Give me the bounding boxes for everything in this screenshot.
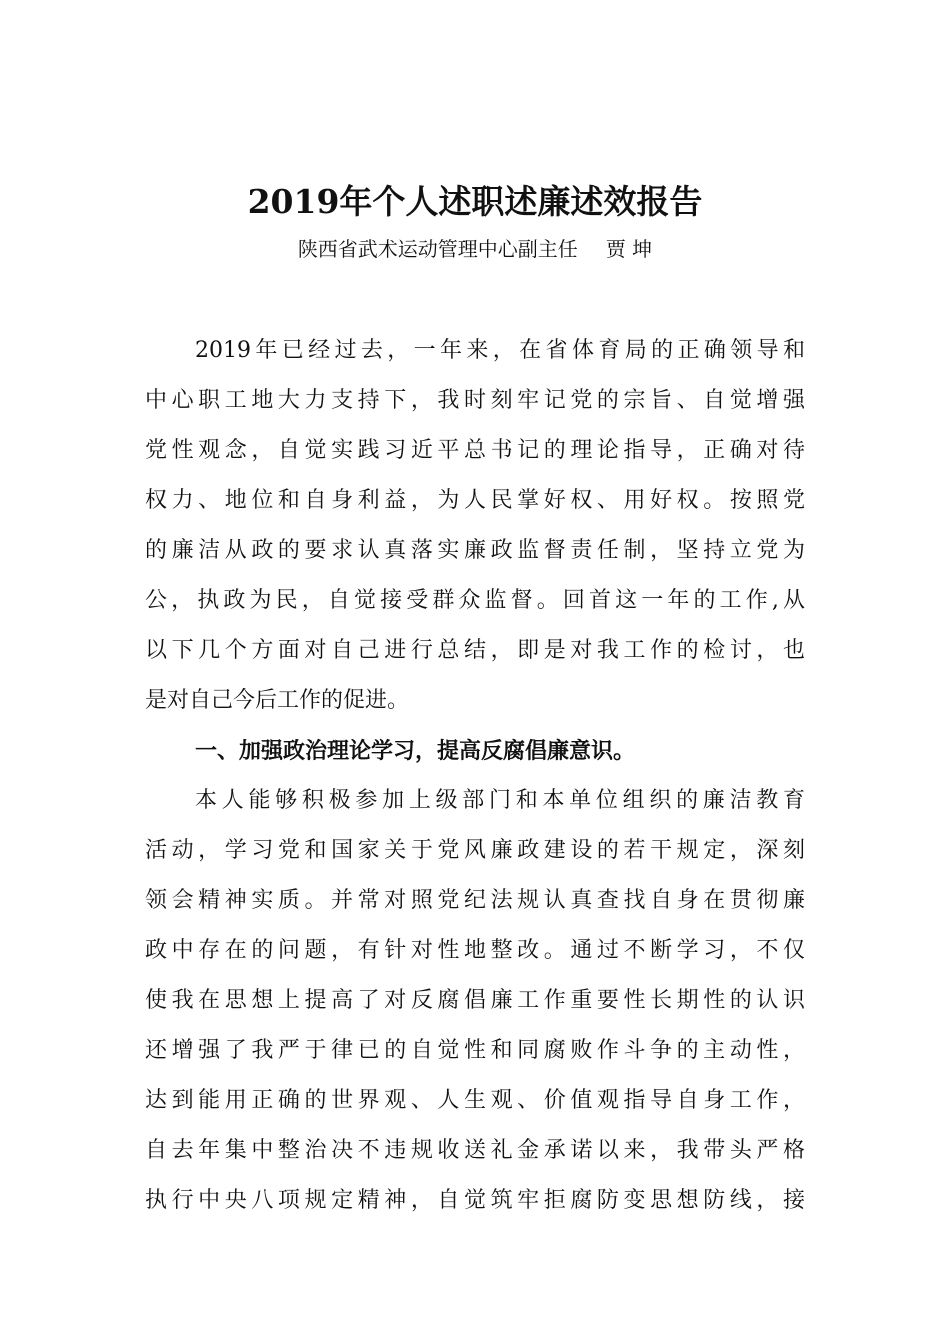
- document-title: 2019年个人述职述廉述效报告: [247, 182, 703, 221]
- author-position: 陕西省武术运动管理中心副主任: [297, 237, 578, 261]
- paragraph-line: 自去年集中整治决不违规收送礼金承诺以来，我带头严格: [145, 1138, 805, 1163]
- paragraph-line: 中心职工地大力支持下，我时刻牢记党的宗旨、自觉增强: [145, 388, 805, 413]
- paragraph-line: 是对自己今后工作的促进。: [145, 688, 410, 713]
- paragraph-line: 2019年已经过去，一年来，在省体育局的正确领导和: [195, 338, 805, 363]
- paragraph-line: 领会精神实质。并常对照党纪法规认真查找自身在贯彻廉: [145, 888, 805, 913]
- paragraph-line: 使我在思想上提高了对反腐倡廉工作重要性长期性的认识: [145, 988, 805, 1013]
- section-heading: 一、加强政治理论学习，提高反腐倡廉意识。: [195, 738, 636, 764]
- paragraph-line: 政中存在的问题，有针对性地整改。通过不断学习，不仅: [145, 938, 805, 963]
- paragraph-line: 本人能够积极参加上级部门和本单位组织的廉洁教育: [195, 788, 805, 813]
- paragraph-line: 执行中央八项规定精神，自觉筑牢拒腐防变思想防线，接: [145, 1188, 805, 1213]
- paragraph-line: 权力、地位和自身利益，为人民掌好权、用好权。按照党: [145, 488, 805, 513]
- paragraph-line: 党性观念，自觉实践习近平总书记的理论指导，正确对待: [145, 438, 805, 463]
- paragraph-line: 以下几个方面对自己进行总结，即是对我工作的检讨，也: [145, 638, 805, 663]
- paragraph-line: 公，执政为民，自觉接受群众监督。回首这一年的工作,从: [145, 588, 805, 613]
- paragraph-line: 的廉洁从政的要求认真落实廉政监督责任制，坚持立党为: [145, 538, 805, 563]
- paragraph-line: 活动，学习党和国家关于党风廉政建设的若干规定，深刻: [145, 838, 805, 863]
- paragraph-line: 达到能用正确的世界观、人生观、价值观指导自身工作，: [145, 1088, 805, 1113]
- author-name: 贾 坤: [605, 237, 653, 261]
- document-byline: [0, 234, 950, 264]
- paragraph-line: 还增强了我严于律已的自觉性和同腐败作斗争的主动性，: [145, 1038, 805, 1063]
